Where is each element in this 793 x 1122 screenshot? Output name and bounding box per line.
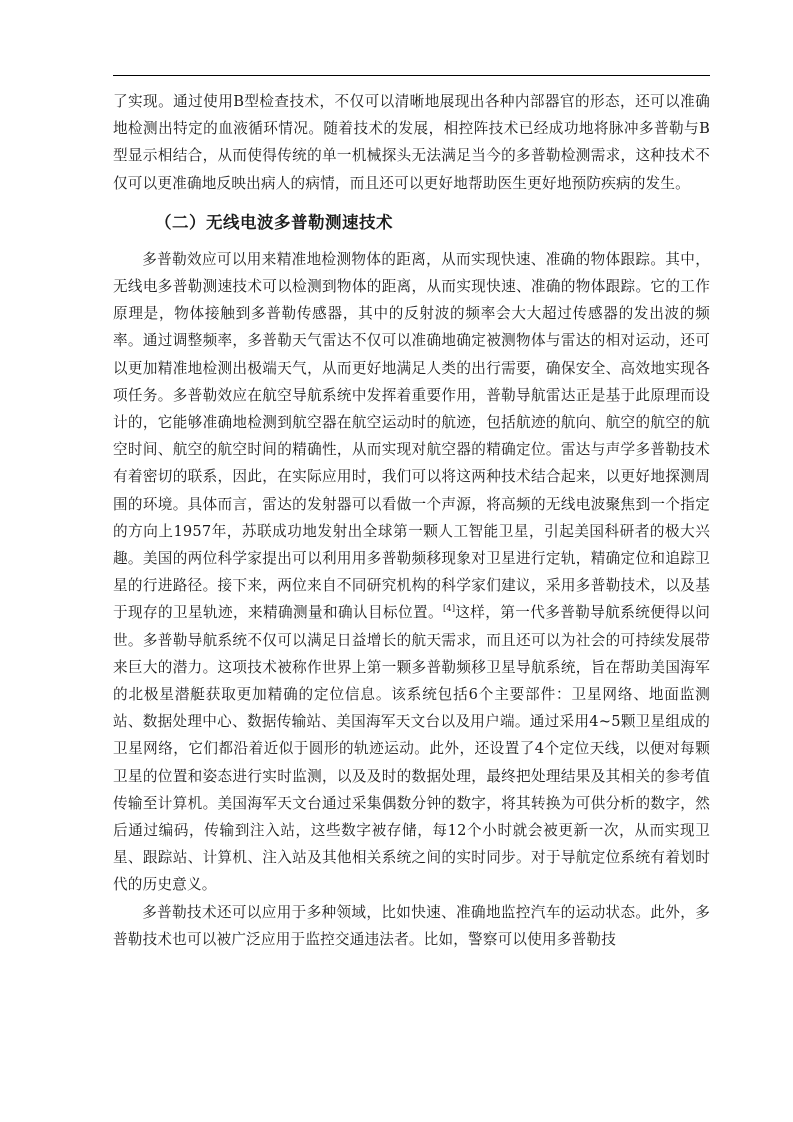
citation-marker[interactable]: [4] [442,604,456,615]
header-rule [113,75,710,76]
page-content [113,88,710,953]
final-paragraph: 多普勒技术还可以应用于多种领域，比如快速、准确地监控汽车的运动状态。此外，多普勒技术也可以被广泛应用于监控交通违法者。比如，警察可以使用多普勒技 [113,903,710,948]
intro-paragraph: 了实现。通过使用B型检查技术，不仅可以清晰地展现出各种内部器官的形态，还可以准确地检测出特定的血液循环情况。随着技术的发展，相控阵技术已经成功地将脉冲多普勒与B型显示相结合，从而使得传统的单一机械探头无法满足当今的多普勒检测需求，这种技术不仅可以更准确地反映出病人的病情，而且还可以更好地帮助医生更好地预防疾病的发生。 [113,93,710,192]
paragraph-text-part-1: 多普勒效应可以用来精准地检测物体的距离，从而实现快速、准确的物体跟踪。其中，无线电多普勒测速技术可以检测到物体的距离，从而实现快速、准确的物体跟踪。它的工作原理是，物体接触到多普勒传感器，其中的反射波的频率会大大超过传感器的发出波的频率。通过调整频率，多普勒天气雷达不仅可以准确地确定被测物体与雷达的相对运动，还可以更加精准地检测出极端天气，从而更好地满足人类的出行需要，确保安全、高效地实现各项任务。多普勒效应在航空导航系统中发挥着重要作用，普勒导航雷达正是基于此原理而设计的，它能够准确地检测到航空器在航空运动时的航迹，包括航迹的航向、航空的航空的航空时间、航空的航空时间的精确性，从而实现对航空器的精确定位。雷达与声学多普勒技术有着密切的联系，因此，在实际应用时，我们可以将这两种技术结合起来，以更好地探测周围的环境。具体而言，雷达的发射器可以看做一个声源，将高频的无线电波聚焦到一个指定的方向上1957年，苏联成功地发射出全球第一颗人工智能卫星，引起美国科研者的极大兴趣。美国的两位科学家提出可以利用用多普勒频移现象对卫星进行定轨，精确定位和追踪卫星的行进路径。接下来，两位来自不同研究机构的科学家们建议，采用多普勒技术，以及基于现存的卫星轨迹，来精确测量和确认目标位置。 [113,250,710,622]
paragraph-text-part-2: 这样，第一代多普勒导航系统便得以问世。多普勒导航系统不仅可以满足日益增长的航天需求，而且还可以为社会的可持续发展带来巨大的潜力。这项技术被称作世界上第一颗多普勒频移卫星导航系统，旨在帮助美国海军的北极星潜艇获取更加精确的定位信息。该系统包括6个主要部件：卫星网络、地面监测站、数据处理中心、数据传输站、美国海军天文台以及用户端。通过采用4~5颗卫星组成的卫星网络，它们都沿着近似于圆形的轨迹运动。此外，还设置了4个定位天线，以便对每颗卫星的位置和姿态进行实时监测，以及及时的数据处理，最终把处理结果及其相关的参考值传输至计算机。美国海军天文台通过采集偶数分钟的数字，将其转换为可供分析的数字，然后通过编码，传输到注入站，这些数字被存储，每12个小时就会被更新一次，从而实现卫星、跟踪站、计算机、注入站及其他相关系统之间的实时同步。对于导航定位系统有着划时代的历史意义。 [113,604,710,894]
doppler-radio-paragraph [113,246,710,899]
section-heading: （二）无线电波多普勒测速技术 [155,212,393,232]
